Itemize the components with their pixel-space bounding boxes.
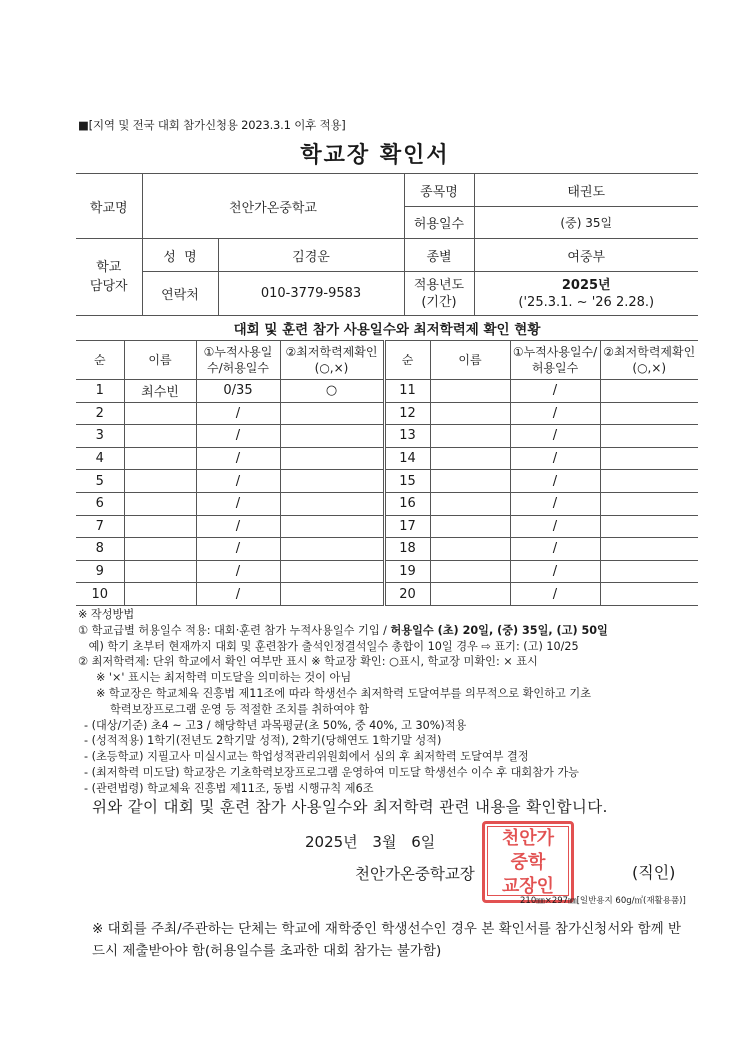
row-days: / xyxy=(510,492,600,515)
row-name xyxy=(430,560,510,583)
note-8: - (최저학력 미도달) 학교장은 기초학력보장프로그램 운영하여 미도달 학생선수 이수 후 대회참가 가능 xyxy=(84,765,579,779)
notes-heading: ※ 작성방법 xyxy=(78,608,135,621)
row-name xyxy=(124,402,196,425)
page-title: 학교장 확인서 xyxy=(300,143,450,168)
note-4a: ※ 학교장은 학교체육 진흥법 제11조에 따라 학생선수 최저학력 도달여부를 의무적으로 확인하고 기초 xyxy=(96,686,592,700)
confirm-statement: 위와 같이 대회 및 훈련 참가 사용일수와 최저학력 관련 내용을 확인합니다. xyxy=(92,798,608,816)
seal-label: (직인) xyxy=(632,863,676,882)
table-row xyxy=(76,538,698,561)
row-name xyxy=(124,492,196,515)
manager-name: 김경운 xyxy=(218,239,404,272)
row-no: 16 xyxy=(384,492,430,515)
row-name xyxy=(430,583,510,606)
event-value: 태권도 xyxy=(474,174,698,207)
row-days: / xyxy=(510,515,600,538)
note-1a-bold: 허용일수 (초) 20일, (중) 35일, (고) 50일 xyxy=(390,623,608,637)
table-row xyxy=(76,447,698,470)
col-days: ①누적사용일수/허용일수 xyxy=(196,341,280,380)
row-name: 최수빈 xyxy=(124,380,196,403)
note-2: ② 최저학력제: 단위 학교에서 확인 여부만 표시 ※ 학교장 확인: ○표시, 학교장 미확인: × 표시 xyxy=(78,655,538,669)
row-days: / xyxy=(510,470,600,493)
row-check xyxy=(280,583,384,606)
row-no: 18 xyxy=(384,538,430,561)
contact-value: 010-3779-9583 xyxy=(218,272,404,316)
table-row xyxy=(76,583,698,606)
row-no: 7 xyxy=(76,515,124,538)
allowed-days-value: (중) 35일 xyxy=(474,207,698,239)
row-check xyxy=(280,470,384,493)
row-days: / xyxy=(196,425,280,448)
note-4b: 학력보장프로그램 운영 등 적절한 조치를 취하여야 함 xyxy=(110,702,370,716)
period-value: ('25.3.1. ~ '26 2.28.) xyxy=(518,294,655,310)
note-1b: 예) 학기 초부터 현재까지 대회 및 훈련참가 출석인정결석일수 총합이 10일 경우 ⇨ 표기: (고) 10/25 xyxy=(78,639,579,653)
row-check xyxy=(280,560,384,583)
col-days-2: ①누적사용일수/허용일수 xyxy=(510,341,600,380)
note-7: - (초등학교) 지필고사 미실시교는 학업성적관리위원회에서 심의 후 최저학력 도달여부 결정 xyxy=(84,750,529,764)
row-check xyxy=(600,560,698,583)
row-days: / xyxy=(510,538,600,561)
note-3: ※ '×' 표시는 최저학력 미도달을 의미하는 것이 아님 xyxy=(96,671,352,685)
row-check xyxy=(600,583,698,606)
row-no: 8 xyxy=(76,538,124,561)
row-no: 5 xyxy=(76,470,124,493)
row-no: 17 xyxy=(384,515,430,538)
col-check: ②최저학력제확인(○,×) xyxy=(280,341,384,380)
usage-table xyxy=(76,340,698,606)
row-name xyxy=(124,470,196,493)
row-name xyxy=(430,515,510,538)
table-row xyxy=(76,470,698,493)
note-5: - (대상/기준) 초4 ~ 고3 / 해당학년 과목평균(초 50%, 중 40%, 고 30%)적용 xyxy=(84,718,467,732)
table-row xyxy=(76,560,698,583)
row-days: 0/35 xyxy=(196,380,280,403)
row-no: 20 xyxy=(384,583,430,606)
row-check: ○ xyxy=(280,380,384,403)
row-days: / xyxy=(510,402,600,425)
manager-label: 학교 담당자 xyxy=(76,239,142,316)
row-no: 10 xyxy=(76,583,124,606)
row-days: / xyxy=(196,492,280,515)
footer-note: ※ 대회를 주최/주관하는 단체는 학교에 재학중인 학생선수인 경우 본 확인서를 참가신청서와 함께 반드시 제출받아야 함(허용일수를 초과한 대회 참가는 불가함) xyxy=(92,921,681,959)
row-name xyxy=(430,380,510,403)
row-check xyxy=(280,447,384,470)
row-check xyxy=(600,538,698,561)
contact-label: 연락처 xyxy=(142,272,218,316)
col-name: 이름 xyxy=(124,341,196,380)
row-check xyxy=(280,538,384,561)
row-check xyxy=(600,515,698,538)
row-days: / xyxy=(510,425,600,448)
row-days: / xyxy=(196,447,280,470)
stamp-line-3: 교장인 xyxy=(501,876,555,897)
signing-date: 2025년 3월 6일 xyxy=(305,833,436,851)
row-days: / xyxy=(510,447,600,470)
instructions xyxy=(78,607,703,797)
section-title: 대회 및 훈련 참가 사용일수와 최저학력제 확인 현황 xyxy=(233,322,541,338)
col-no-2: 순 xyxy=(384,341,430,380)
row-no: 14 xyxy=(384,447,430,470)
school-label: 학교명 xyxy=(76,174,142,239)
row-name xyxy=(430,447,510,470)
row-check xyxy=(280,425,384,448)
row-check xyxy=(600,402,698,425)
row-days: / xyxy=(196,560,280,583)
table-header-row xyxy=(76,341,698,380)
col-name-2: 이름 xyxy=(430,341,510,380)
row-name xyxy=(124,515,196,538)
note-1a xyxy=(78,623,703,639)
row-name xyxy=(124,583,196,606)
category-label: 종별 xyxy=(404,239,474,272)
row-no: 2 xyxy=(76,402,124,425)
col-check-2: ②최저학력제확인(○,×) xyxy=(600,341,698,380)
row-check xyxy=(280,492,384,515)
row-days: / xyxy=(510,560,600,583)
header-note: ■[지역 및 전국 대회 참가신청용 2023.3.1 이후 적용] xyxy=(78,118,346,132)
note-1a-text: ① 학교급별 허용일수 적용: 대회·훈련 참가 누적사용일수 기입 / xyxy=(78,623,391,637)
row-no: 6 xyxy=(76,492,124,515)
row-name xyxy=(124,447,196,470)
note-9: - (관련법령) 학교체육 진흥법 제11조, 동법 시행규칙 제6조 xyxy=(84,781,374,795)
row-no: 19 xyxy=(384,560,430,583)
row-no: 12 xyxy=(384,402,430,425)
stamp-line-2: 중학 xyxy=(510,852,546,873)
year-label: 적용년도 (기간) xyxy=(404,272,474,316)
row-days: / xyxy=(196,583,280,606)
table-row xyxy=(76,402,698,425)
table-row xyxy=(76,515,698,538)
row-days: / xyxy=(510,380,600,403)
event-label: 종목명 xyxy=(404,174,474,207)
year-value: 2025년 xyxy=(561,277,611,293)
name-label: 성 명 xyxy=(142,239,218,272)
row-days: / xyxy=(196,515,280,538)
row-days: / xyxy=(510,583,600,606)
row-days: / xyxy=(196,470,280,493)
school-seal-stamp xyxy=(482,821,574,903)
principal-signature: 천안가온중학교장 xyxy=(355,865,475,883)
row-no: 11 xyxy=(384,380,430,403)
row-no: 13 xyxy=(384,425,430,448)
table-row xyxy=(76,425,698,448)
note-6: - (성적적용) 1학기(전년도 2학기말 성적), 2학기(당해연도 1학기말 성적) xyxy=(84,734,442,748)
row-check xyxy=(600,425,698,448)
year-cell xyxy=(474,272,698,316)
row-name xyxy=(430,402,510,425)
row-name xyxy=(124,425,196,448)
row-no: 15 xyxy=(384,470,430,493)
row-no: 9 xyxy=(76,560,124,583)
row-check xyxy=(280,515,384,538)
row-days: / xyxy=(196,402,280,425)
row-no: 4 xyxy=(76,447,124,470)
row-no: 1 xyxy=(76,380,124,403)
school-info-table xyxy=(76,173,698,316)
row-name xyxy=(124,538,196,561)
row-name xyxy=(430,538,510,561)
allowed-days-label: 허용일수 xyxy=(404,207,474,239)
stamp-line-1: 천안가 xyxy=(501,828,555,849)
school-name: 천안가온중학교 xyxy=(142,174,404,239)
row-check xyxy=(600,447,698,470)
row-check xyxy=(600,492,698,515)
row-check xyxy=(600,470,698,493)
row-days: / xyxy=(196,538,280,561)
table-row xyxy=(76,380,698,403)
row-check xyxy=(600,380,698,403)
paper-spec: 210㎜×297㎜[일반용지 60g/㎡(재활용품)] xyxy=(520,896,686,906)
row-name xyxy=(430,470,510,493)
row-no: 3 xyxy=(76,425,124,448)
row-name xyxy=(430,425,510,448)
category-value: 여중부 xyxy=(474,239,698,272)
row-name xyxy=(124,560,196,583)
row-name xyxy=(430,492,510,515)
table-row xyxy=(76,492,698,515)
col-no: 순 xyxy=(76,341,124,380)
row-check xyxy=(280,402,384,425)
